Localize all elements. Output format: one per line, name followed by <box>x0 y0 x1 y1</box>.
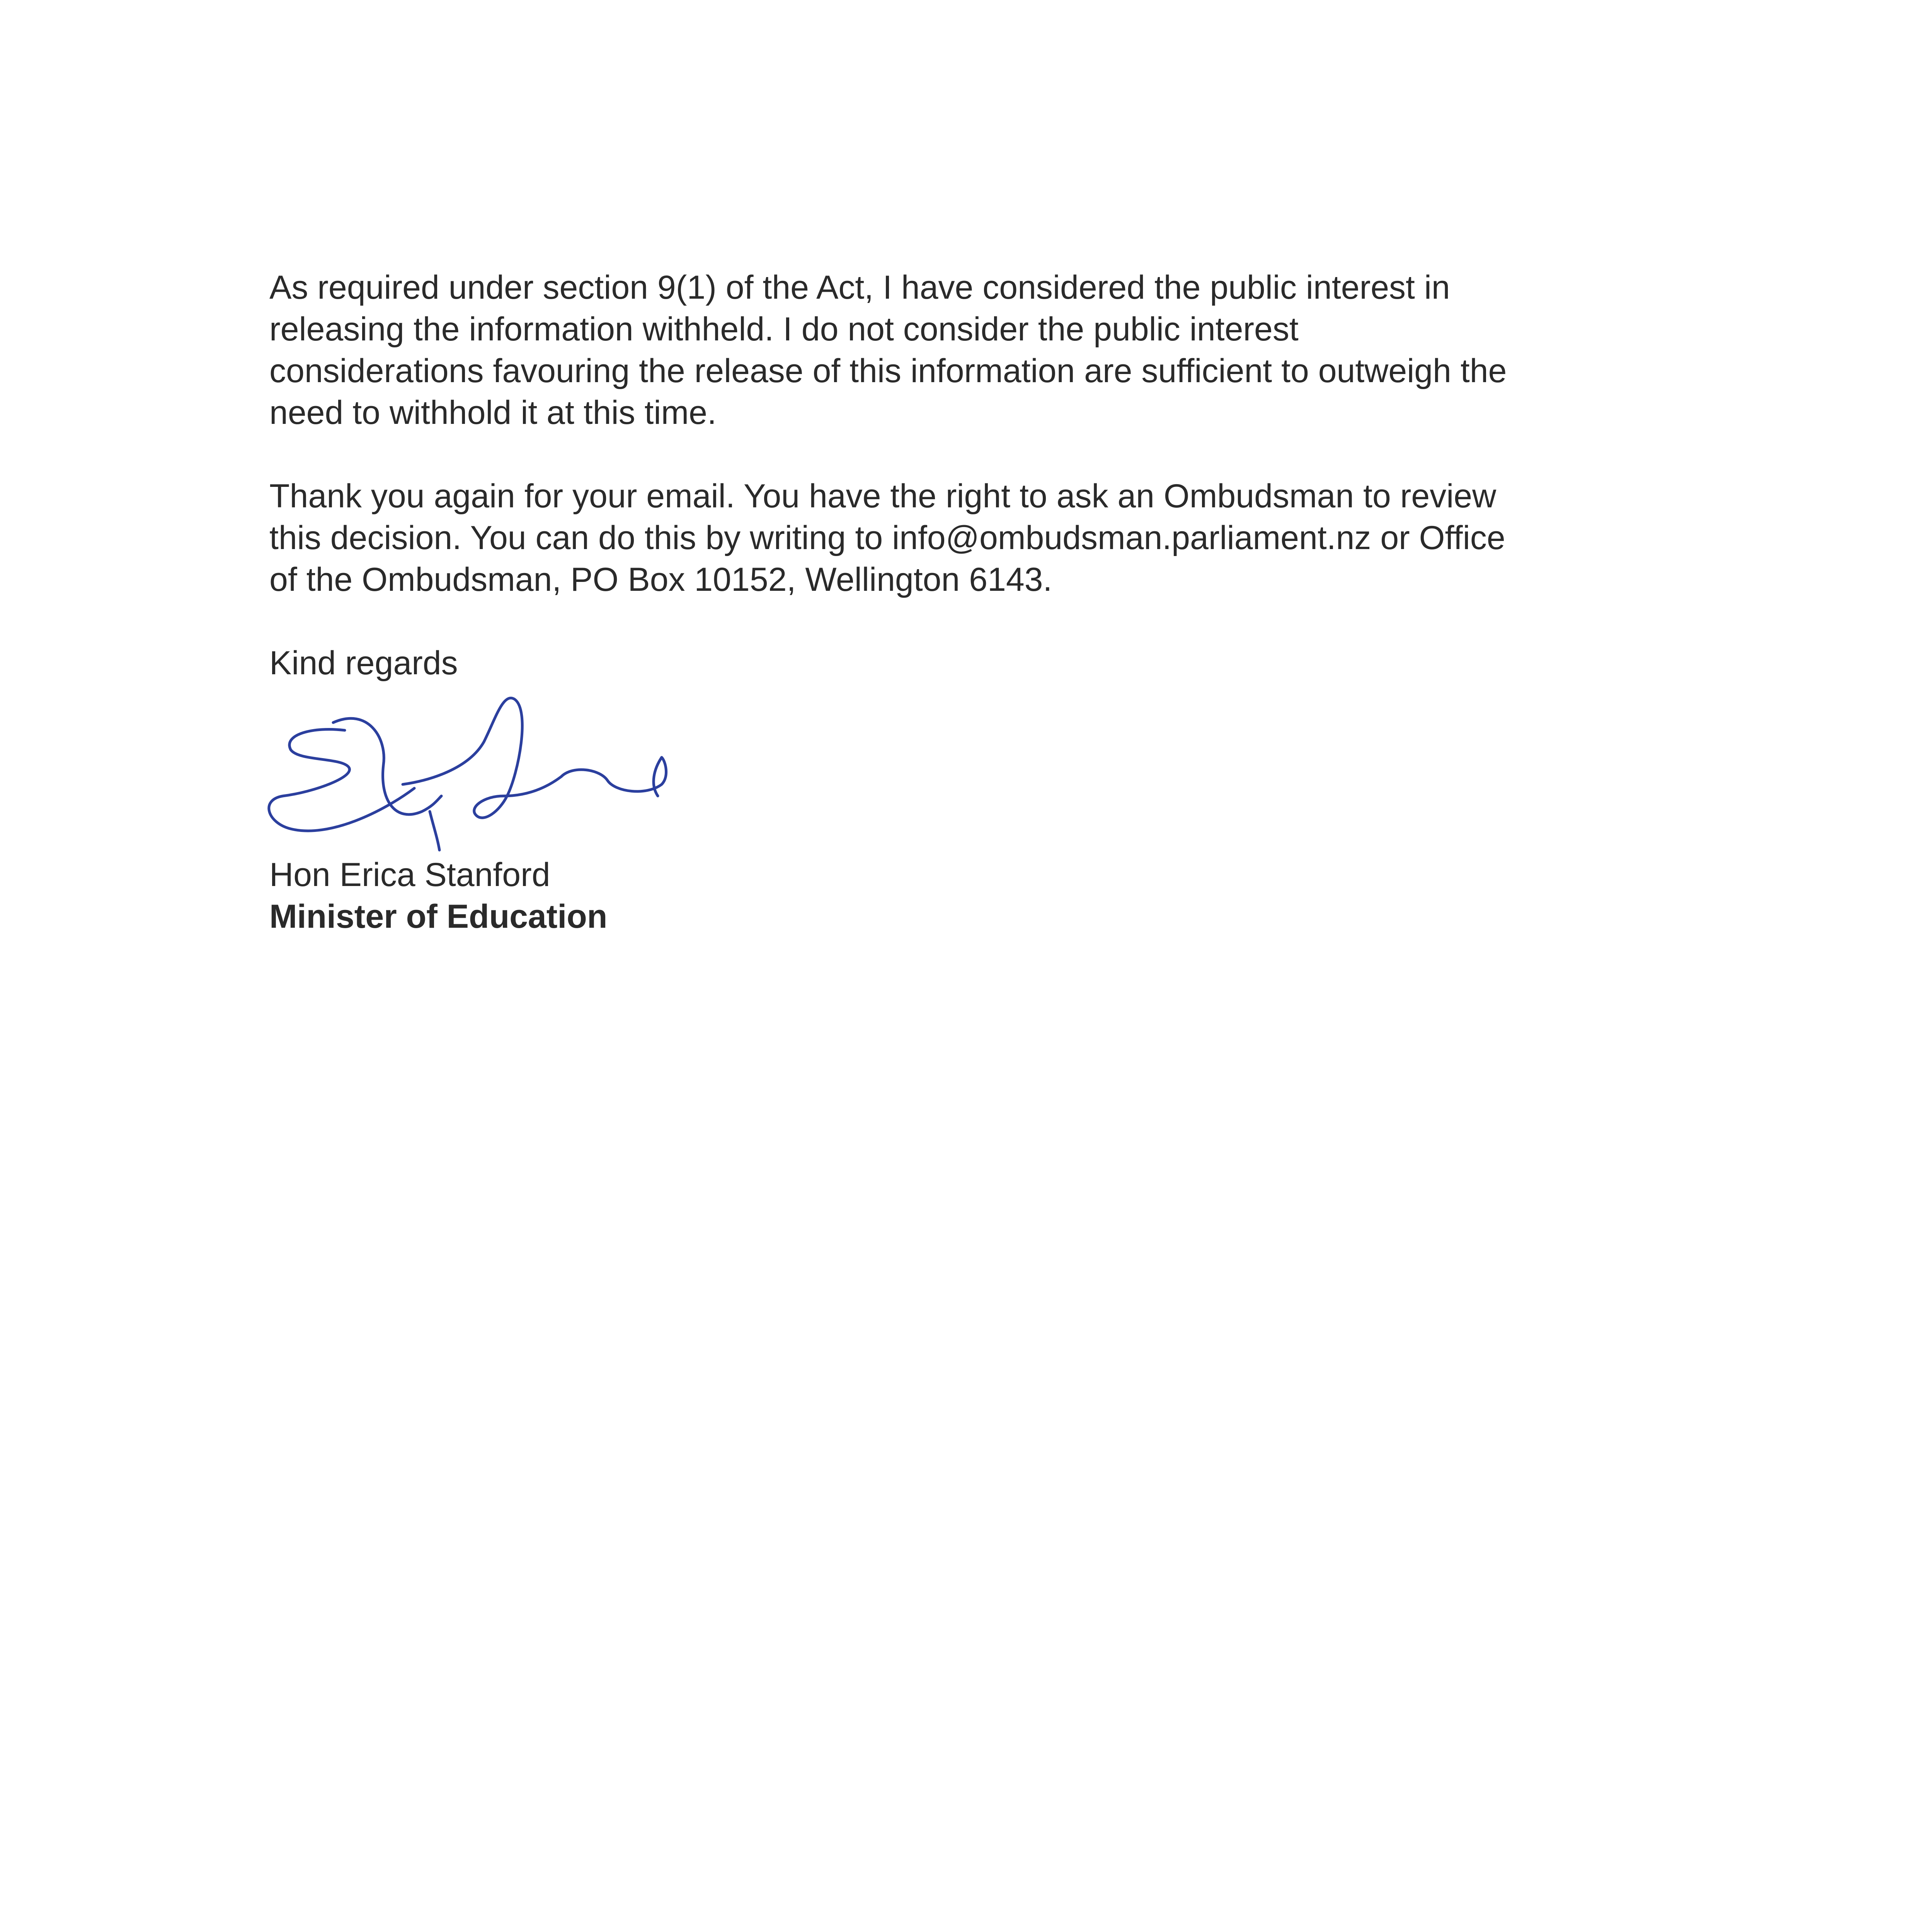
handwritten-signature <box>267 684 681 854</box>
letter-body <box>269 267 1699 937</box>
signature-strokes <box>269 698 666 850</box>
signatory-title: Minister of Education <box>269 898 608 935</box>
ombudsman-review-paragraph: Thank you again for your email. You have the right to ask an Ombudsman to review this decision. You can do this by writing to info@ombudsman.parliament.nz or Office of the Ombudsman, PO Box 10152, Wellington 6143. <box>269 478 1505 598</box>
closing-salutation: Kind regards <box>269 645 458 682</box>
signatory-name: Hon Erica Stanford <box>269 856 550 893</box>
public-interest-paragraph: As required under section 9(1) of the Act, I have considered the public interest in releasing the information withheld. I do not consider the public interest considerations favouring the release of this information are sufficient to outweigh the need to withhold it at this time. <box>269 269 1507 431</box>
